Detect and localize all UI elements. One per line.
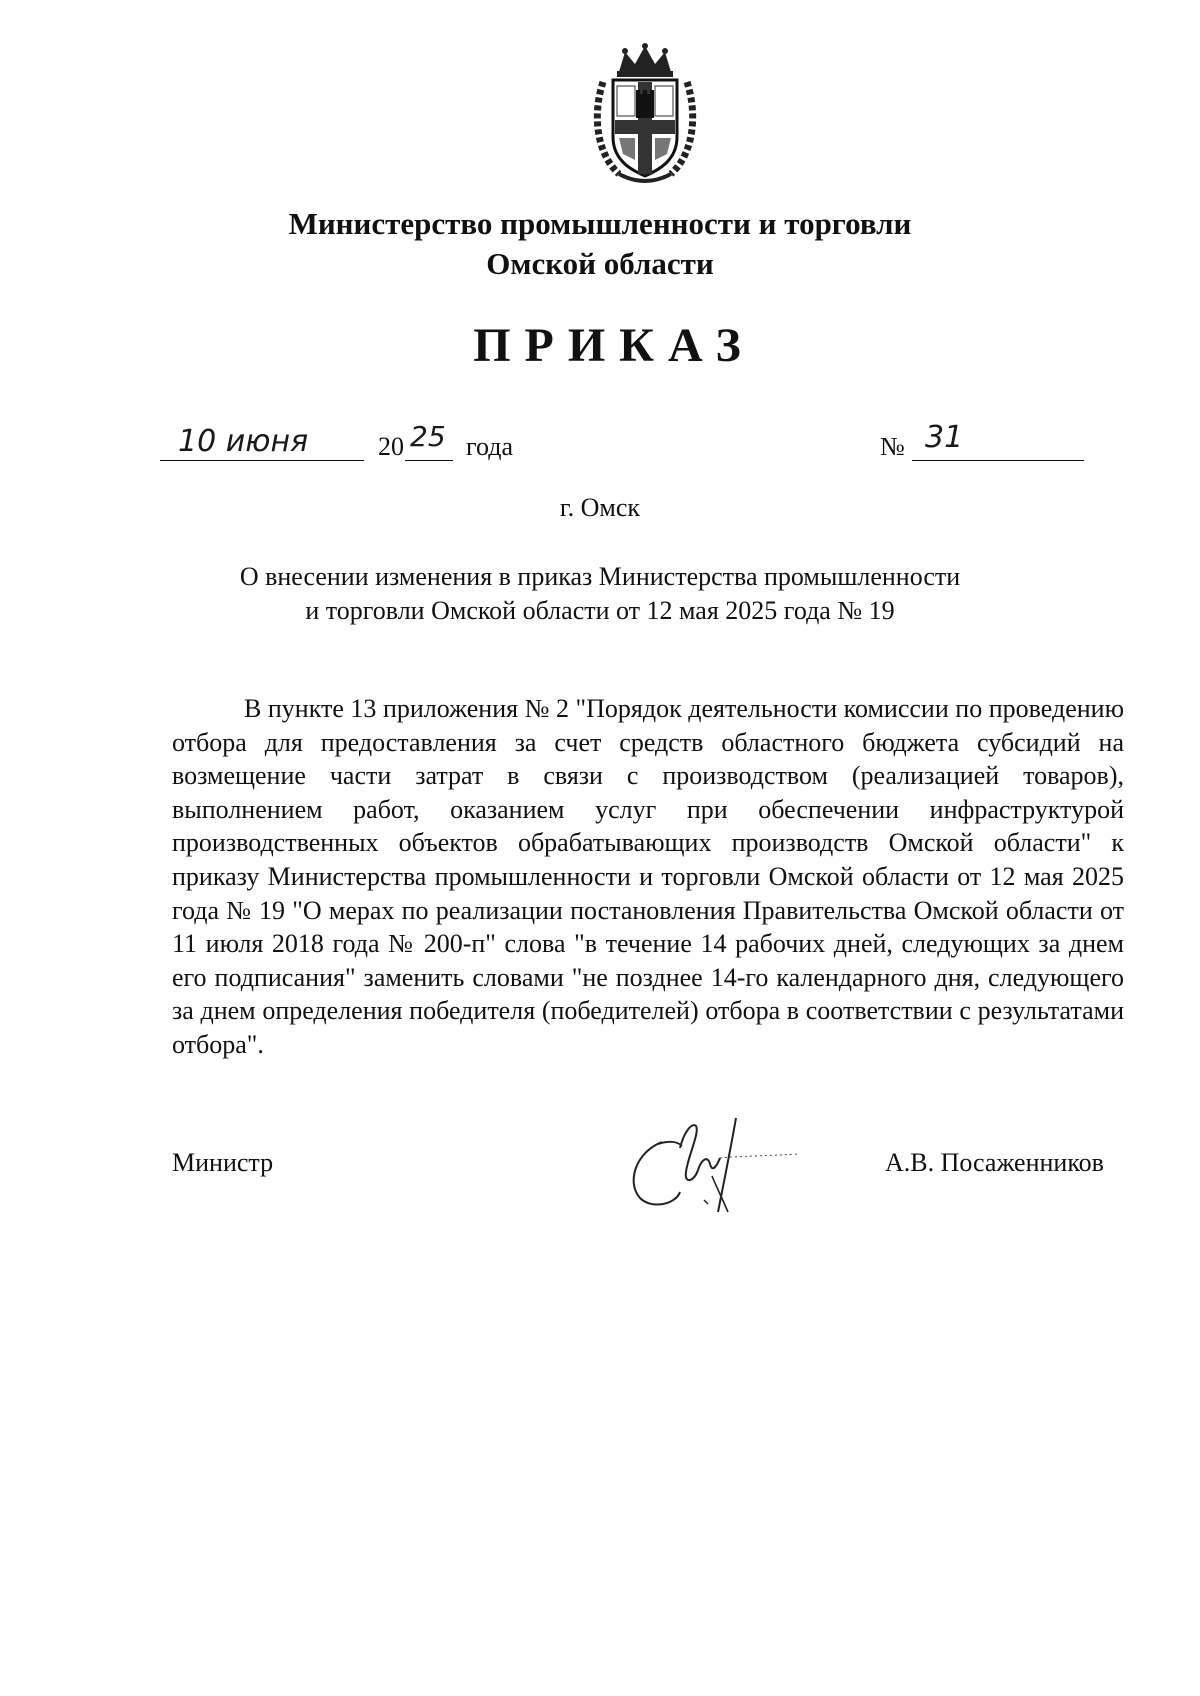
handwritten-signature-icon: [618, 1112, 818, 1222]
body-paragraph: В пункте 13 приложения № 2 "Порядок деятельности комиссии по проведению отбора для предоставления за счет средств областного бюджета субсидий на возмещение части затрат в связи с производством (реализацией товаров), выполнением работ, оказанием услуг при обеспечении инфраструктурой производственных объектов обрабатывающих производств Омской области" к приказу Министерства промышленности и торговли Омской области от 12 мая 2025 года № 19 "О мерах по реализации постановления Правительства Омской области от 11 июля 2018 года № 200-п" слова "в течение 14 рабочих дней, следующих за днем его подписания" заменить словами "не позднее 14-го календарного дня, следующего за днем определения победителя (победителей) отбора в соответствии с результатами отбора".: [172, 694, 1124, 1059]
document-subject: [0, 560, 1200, 628]
number-underline: [912, 460, 1084, 461]
document-type-heading: ПРИКАЗ: [473, 319, 755, 372]
subject-line2: и торговли Омской области от 12 мая 2025 года № 19: [305, 596, 895, 625]
subject-line1: О внесении изменения в приказ Министерства промышленности: [239, 562, 961, 591]
year-suffix-handwritten: 25: [410, 420, 446, 453]
city-label: г. Омск: [559, 493, 641, 522]
year-prefix: 20: [378, 432, 404, 461]
date-day-month-handwritten: 10 июня: [178, 424, 309, 459]
year-underline: [405, 460, 453, 461]
number-label: №: [880, 432, 905, 461]
signatory-title: Министр: [172, 1148, 274, 1177]
omsk-region-coat-of-arms-icon: [589, 42, 701, 187]
ministry-title-line2: Омской области: [486, 246, 714, 281]
date-underline: [160, 460, 364, 461]
year-word: года: [466, 432, 514, 461]
document-number-handwritten: 31: [925, 420, 964, 455]
ministry-title-line1: Министерство промышленности и торговли: [288, 206, 912, 241]
ministry-title: [0, 204, 1200, 284]
signatory-name: А.В. Посаженников: [885, 1148, 1104, 1177]
